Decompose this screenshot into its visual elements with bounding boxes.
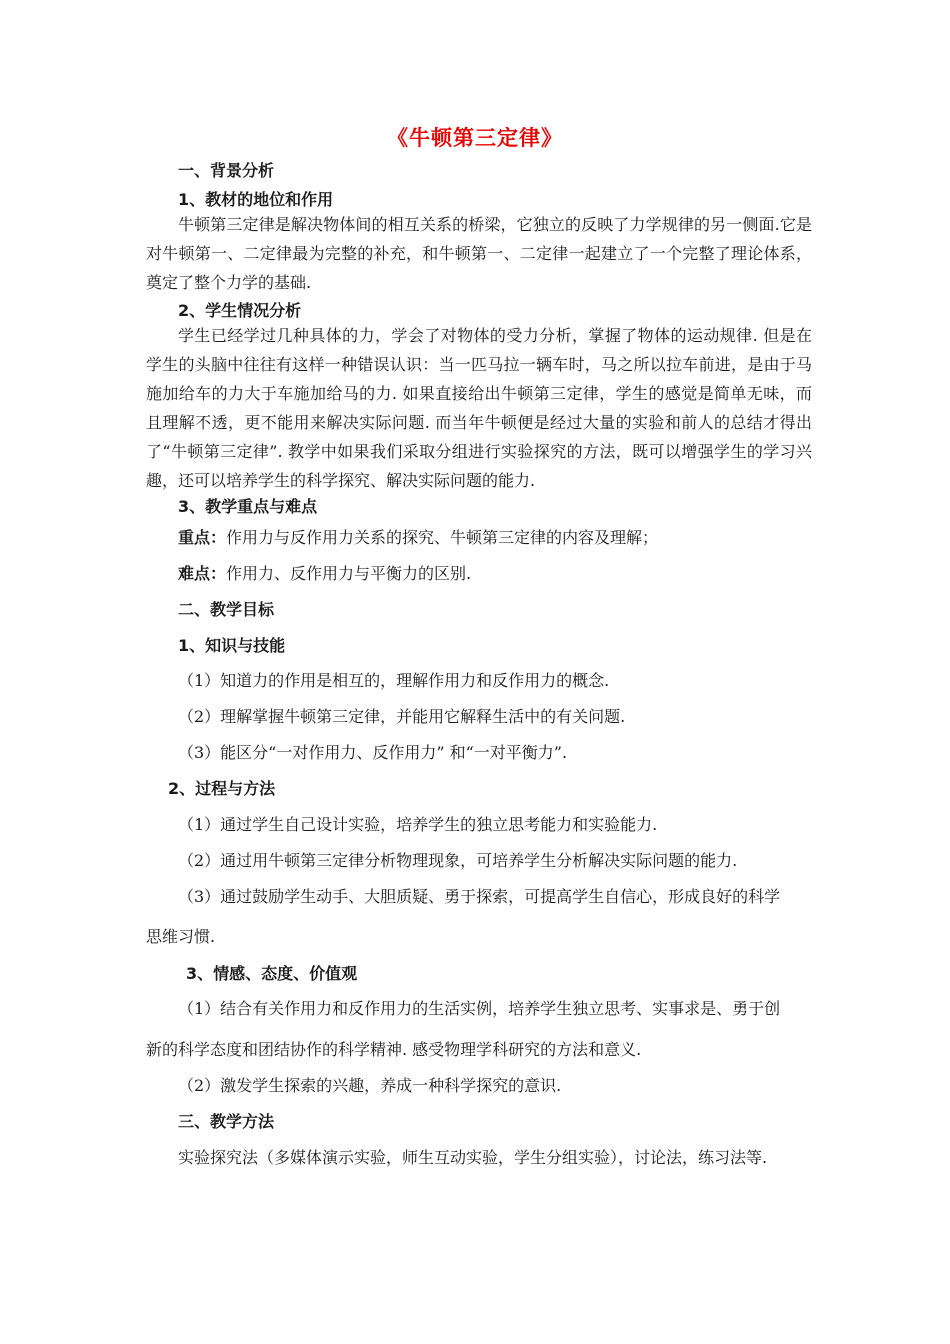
list-item: （1）结合有关作用力和反作用力的生活实例，培养学生独立思考、实事求是、勇于创 [178,999,781,1018]
subheading-student-analysis: 2、学生情况分析 [178,301,302,320]
list-item: （2）理解掌握牛顿第三定律，并能用它解释生活中的有关问题. [178,707,626,726]
difficult-point-line [178,561,471,584]
list-item: （1）知道力的作用是相互的，理解作用力和反作用力的概念. [178,671,610,690]
methods-text: 实验探究法（多媒体演示实验，师生互动实验，学生分组实验），讨论法，练习法等. [178,1148,768,1167]
difficult-point-label: 难点： [178,564,227,583]
subheading-process-method: 2、过程与方法 [168,779,276,798]
section-heading-methods: 三、教学方法 [178,1112,275,1131]
subheading-key-difficult: 3、教学重点与难点 [178,497,318,516]
subheading-textbook-role: 1、教材的地位和作用 [178,190,334,209]
document-title: 《牛顿第三定律》 [387,126,563,150]
list-item: （1）通过学生自己设计实验，培养学生的独立思考能力和实验能力. [178,815,658,834]
subheading-emotion-values: 3、情感、态度、价值观 [186,964,358,983]
list-item-continuation: 思维习惯. [146,927,216,946]
key-point-text: 作用力与反作用力关系的探究、牛顿第三定律的内容及理解； [226,528,659,547]
section-heading-objectives: 二、教学目标 [178,600,275,619]
list-item: （2）激发学生探索的兴趣，养成一种科学探究的意识. [178,1076,562,1095]
key-point-line [178,525,658,548]
section-heading-background: 一、背景分析 [178,161,275,180]
paragraph-student-analysis: 学生已经学过几种具体的力，学会了对物体的受力分析，掌握了物体的运动规律. 但是在学生的头脑中往往有这样一种错误认识：当一匹马拉一辆车时，马之所以拉车前进，是由于马施加给车的力大于车施加给马的力. 如果直接给出牛顿第三定律，学生的感觉是简单无味，而且理解不透，更不能用来解决实际问题. 而当年牛顿便是经过大量的实验和前人的总结才得出了“牛顿第三定律”. 教学中如果我们采取分组进行实验探究的方法，既可以增强学生的学习兴趣，还可以培养学生的科学探究、解决实际问题的能力. [146,326,812,490]
list-item: （3）通过鼓励学生动手、大胆质疑、勇于探索，可提高学生自信心，形成良好的科学 [178,887,781,906]
difficult-point-text: 作用力、反作用力与平衡力的区别. [226,564,472,583]
list-item: （2）通过用牛顿第三定律分析物理现象，可培养学生分析解决实际问题的能力. [178,851,738,870]
list-item-continuation: 新的科学态度和团结协作的科学精神. 感受物理学科研究的方法和意义. [146,1040,642,1059]
list-item: （3）能区分“一对作用力、反作用力” 和“一对平衡力”. [178,743,568,762]
paragraph-textbook-role: 牛顿第三定律是解决物体间的相互关系的桥梁，它独立的反映了力学规律的另一侧面.它是对牛顿第一、二定律最为完整的补充，和牛顿第一、二定律一起建立了一个完整了理论体系，奠定了整个力学的基础. [146,215,812,292]
subheading-knowledge-skills: 1、知识与技能 [178,636,286,655]
key-point-label: 重点： [178,528,227,547]
